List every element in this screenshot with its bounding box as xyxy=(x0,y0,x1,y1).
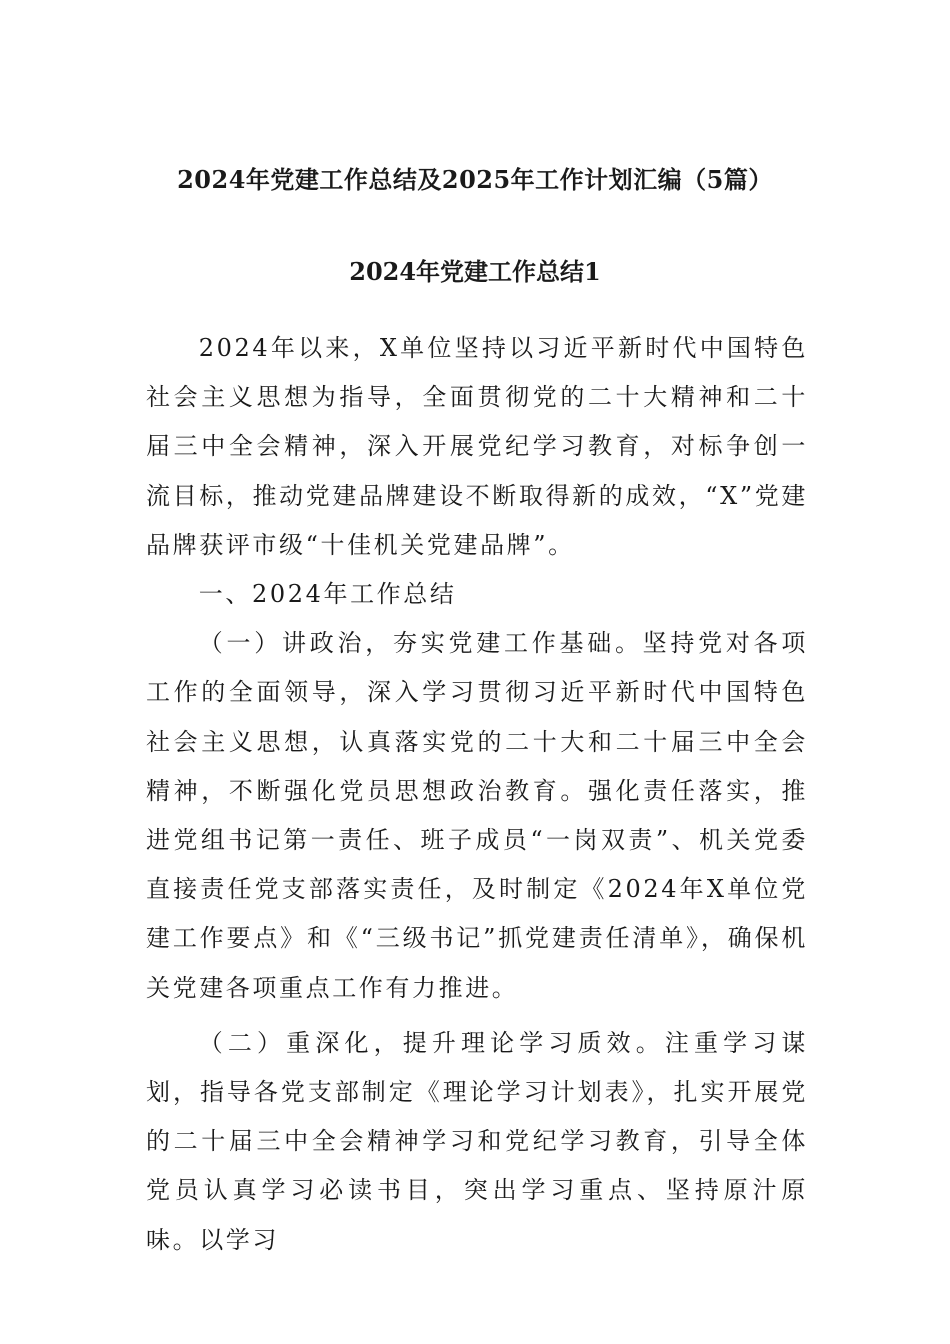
intro-paragraph: 2024年以来，X单位坚持以习近平新时代中国特色社会主义思想为指导，全面贯彻党的二十大精神和二十届三中全会精神，深入开展党纪学习教育，对标争创一流目标，推动党建品牌建设不断取得新的成效，“X”党建品牌获评市级“十佳机关党建品牌”。 xyxy=(146,334,808,559)
section-title: 2024年党建工作总结1 xyxy=(349,257,601,286)
paragraph-politics: （一）讲政治，夯实党建工作基础。坚持党对各项工作的全面领导，深入学习贯彻习近平新时代中国特色社会主义思想，认真落实党的二十大和二十届三中全会精神，不断强化党员思想政治教育。强化责任落实，推进党组书记第一责任、班子成员“一岗双责”、机关党委直接责任党支部落实责任，及时制定《2024年X单位党建工作要点》和《“三级书记”抓党建责任清单》，确保机关党建各项重点工作有力推进。 xyxy=(146,629,808,1002)
heading-work-summary: 一、2024年工作总结 xyxy=(198,580,457,609)
document-body xyxy=(146,324,808,1265)
document-title: 2024年党建工作总结及2025年工作计划汇编（5篇） xyxy=(177,165,773,194)
paragraph-theory-study: （二）重深化，提升理论学习质效。注重学习谋划，指导各党支部制定《理论学习计划表》，扎实开展党的二十届三中全会精神学习和党纪学习教育，引导全体党员认真学习必读书目，突出学习重点、坚持原汁原味。以学习 xyxy=(146,1028,808,1254)
